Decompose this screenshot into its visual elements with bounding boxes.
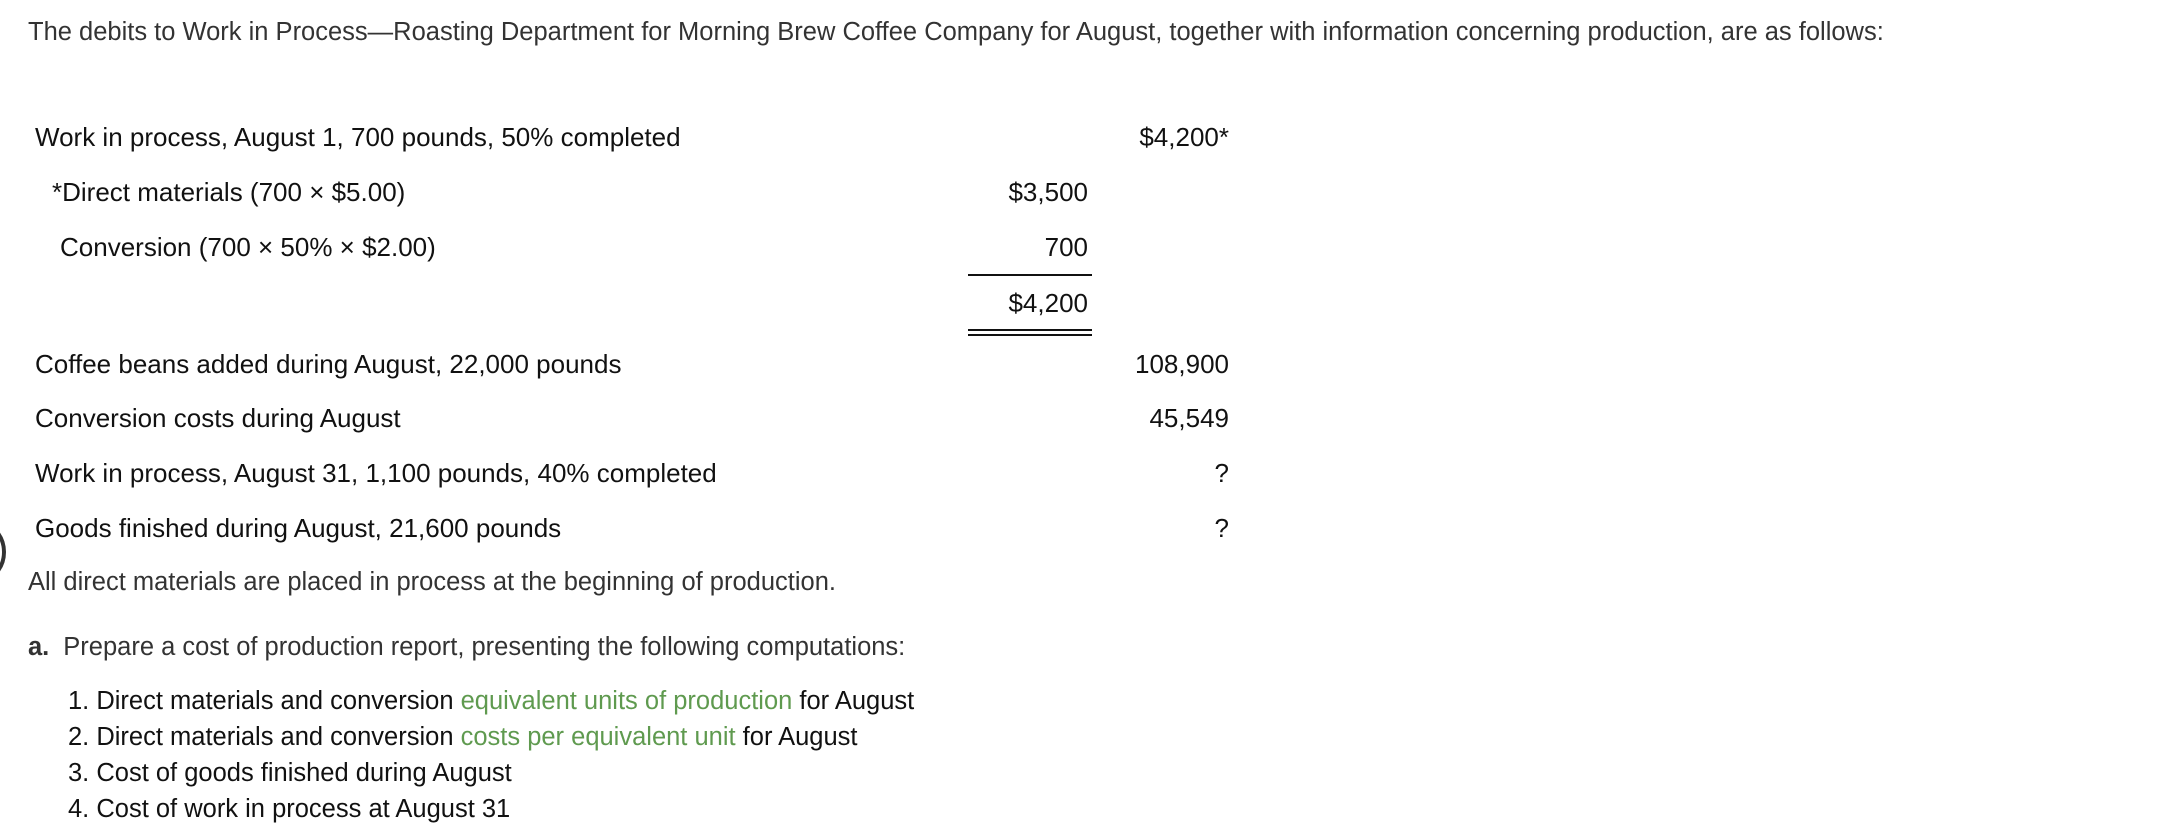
direct-materials-amount: $3,500 xyxy=(1008,177,1088,207)
wip-begin-label: Work in process, August 1, 700 pounds, 50% completed xyxy=(35,122,681,152)
subtotal-rule xyxy=(968,274,1092,276)
computation-item xyxy=(68,683,914,719)
wip-end-label: Work in process, August 31, 1,100 pounds, 40% completed xyxy=(35,458,717,488)
double-rule-top xyxy=(968,329,1092,331)
conversion-amount: 700 xyxy=(1044,232,1088,262)
conversion-costs-label: Conversion costs during August xyxy=(35,403,401,433)
computation-item xyxy=(68,755,914,791)
conversion-label: Conversion (700 × 50% × $2.00) xyxy=(60,232,436,262)
double-rule-bottom xyxy=(968,334,1092,336)
computation-item xyxy=(68,791,914,827)
goods-finished-total: ? xyxy=(1214,513,1229,543)
intro-paragraph: The debits to Work in Process—Roasting Department for Morning Brew Coffee Company for August, together with information concerning production, are as follows: xyxy=(28,18,1884,46)
computation-item-prefix: 4. Cost of work in process at August 31 xyxy=(68,795,511,823)
subtotal-amount: $4,200 xyxy=(1008,288,1088,318)
conversion-costs-total: 45,549 xyxy=(1149,403,1229,433)
direct-materials-label: *Direct materials (700 × $5.00) xyxy=(52,177,406,207)
question-letter: a. xyxy=(28,633,50,661)
equivalent-units-term-link[interactable]: equivalent units of production xyxy=(460,687,793,715)
computation-item-prefix: 2. Direct materials and conversion xyxy=(68,723,461,751)
coffee-beans-total: 108,900 xyxy=(1135,349,1229,379)
side-drag-handle[interactable] xyxy=(0,518,6,586)
coffee-beans-label: Coffee beans added during August, 22,000 pounds xyxy=(35,349,622,379)
materials-note: All direct materials are placed in process at the beginning of production. xyxy=(28,568,836,596)
computation-item-prefix: 1. Direct materials and conversion xyxy=(68,687,461,715)
question-text: Prepare a cost of production report, presenting the following computations: xyxy=(63,633,906,661)
computation-item-suffix: for August xyxy=(735,723,858,751)
computation-item-prefix: 3. Cost of goods finished during August xyxy=(68,759,512,787)
cost-per-equivalent-unit-term-link[interactable]: costs per equivalent unit xyxy=(460,723,736,751)
goods-finished-label: Goods finished during August, 21,600 pounds xyxy=(35,513,562,543)
computation-item xyxy=(68,719,914,755)
computation-list xyxy=(68,683,914,827)
wip-end-total: ? xyxy=(1214,458,1229,488)
wip-begin-total: $4,200* xyxy=(1139,122,1229,152)
question-a xyxy=(28,633,905,662)
computation-item-suffix: for August xyxy=(792,687,915,715)
